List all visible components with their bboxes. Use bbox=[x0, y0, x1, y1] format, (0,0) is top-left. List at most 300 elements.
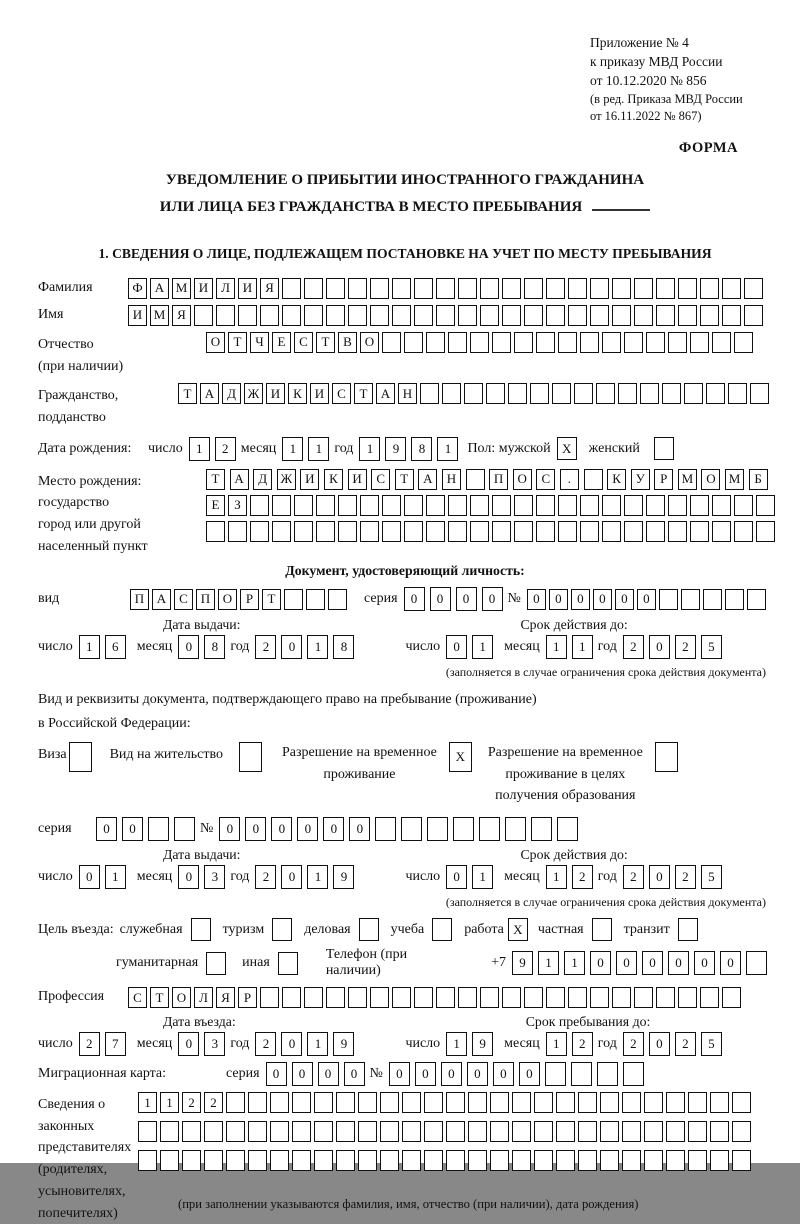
char-box[interactable]: Т bbox=[178, 383, 197, 404]
char-box[interactable] bbox=[404, 332, 423, 353]
char-box[interactable]: 1 bbox=[105, 865, 126, 889]
char-box[interactable]: 2 bbox=[255, 865, 276, 889]
char-box[interactable] bbox=[536, 332, 555, 353]
char-box[interactable] bbox=[392, 305, 411, 326]
char-box[interactable] bbox=[662, 383, 681, 404]
char-box[interactable] bbox=[160, 1150, 179, 1171]
char-box[interactable]: О bbox=[218, 589, 237, 610]
char-box[interactable] bbox=[668, 521, 687, 542]
char-box[interactable] bbox=[380, 1092, 399, 1113]
char-box[interactable] bbox=[314, 1092, 333, 1113]
char-box[interactable] bbox=[556, 1092, 575, 1113]
char-box[interactable] bbox=[260, 987, 279, 1008]
char-box[interactable]: 1 bbox=[546, 1032, 567, 1056]
char-box[interactable] bbox=[734, 521, 753, 542]
char-box[interactable] bbox=[744, 278, 763, 299]
char-box[interactable]: 0 bbox=[245, 817, 266, 841]
char-box[interactable] bbox=[436, 987, 455, 1008]
char-box[interactable] bbox=[304, 278, 323, 299]
char-box[interactable] bbox=[468, 1121, 487, 1142]
char-box[interactable] bbox=[534, 1092, 553, 1113]
char-box[interactable] bbox=[666, 1121, 685, 1142]
char-box[interactable] bbox=[750, 383, 769, 404]
char-box[interactable]: 0 bbox=[349, 817, 370, 841]
char-box[interactable] bbox=[458, 305, 477, 326]
char-box[interactable]: 0 bbox=[281, 1032, 302, 1056]
char-box[interactable] bbox=[370, 987, 389, 1008]
char-box[interactable]: 1 bbox=[472, 865, 493, 889]
char-box[interactable] bbox=[546, 305, 565, 326]
char-box[interactable] bbox=[392, 987, 411, 1008]
char-box[interactable] bbox=[514, 495, 533, 516]
char-box[interactable]: А bbox=[230, 469, 249, 490]
char-box[interactable] bbox=[530, 383, 549, 404]
char-box[interactable]: Ч bbox=[250, 332, 269, 353]
char-box[interactable]: 1 bbox=[307, 635, 328, 659]
char-box[interactable]: 0 bbox=[590, 951, 611, 975]
char-box[interactable]: З bbox=[228, 495, 247, 516]
char-box[interactable]: 2 bbox=[675, 635, 696, 659]
char-box[interactable] bbox=[578, 1150, 597, 1171]
char-box[interactable] bbox=[436, 305, 455, 326]
char-box[interactable]: К bbox=[324, 469, 343, 490]
char-box[interactable] bbox=[734, 495, 753, 516]
char-box[interactable] bbox=[558, 495, 577, 516]
char-box[interactable]: 0 bbox=[441, 1062, 462, 1086]
char-box[interactable]: Ф bbox=[128, 278, 147, 299]
char-box[interactable]: 0 bbox=[616, 951, 637, 975]
char-box[interactable] bbox=[226, 1150, 245, 1171]
char-box[interactable] bbox=[722, 305, 741, 326]
char-box[interactable] bbox=[282, 305, 301, 326]
char-box[interactable] bbox=[348, 305, 367, 326]
purpose-checkbox[interactable]: X bbox=[508, 918, 528, 941]
char-box[interactable] bbox=[282, 987, 301, 1008]
char-box[interactable] bbox=[446, 1092, 465, 1113]
char-box[interactable] bbox=[216, 305, 235, 326]
char-box[interactable] bbox=[508, 383, 527, 404]
char-box[interactable]: 0 bbox=[318, 1062, 339, 1086]
char-box[interactable] bbox=[756, 495, 775, 516]
char-box[interactable] bbox=[370, 278, 389, 299]
char-box[interactable]: М bbox=[725, 469, 744, 490]
char-box[interactable]: Л bbox=[216, 278, 235, 299]
char-box[interactable]: 0 bbox=[344, 1062, 365, 1086]
char-box[interactable] bbox=[294, 521, 313, 542]
char-box[interactable] bbox=[502, 278, 521, 299]
char-box[interactable] bbox=[644, 1150, 663, 1171]
char-box[interactable] bbox=[336, 1121, 355, 1142]
char-box[interactable] bbox=[644, 1121, 663, 1142]
char-box[interactable] bbox=[678, 987, 697, 1008]
char-box[interactable] bbox=[536, 495, 555, 516]
char-box[interactable] bbox=[624, 332, 643, 353]
char-box[interactable] bbox=[531, 817, 552, 841]
char-box[interactable]: М bbox=[150, 305, 169, 326]
char-box[interactable] bbox=[524, 305, 543, 326]
char-box[interactable] bbox=[358, 1150, 377, 1171]
char-box[interactable] bbox=[600, 1150, 619, 1171]
char-box[interactable]: Т bbox=[354, 383, 373, 404]
char-box[interactable] bbox=[596, 383, 615, 404]
char-box[interactable]: 2 bbox=[182, 1092, 201, 1113]
char-box[interactable] bbox=[602, 332, 621, 353]
char-box[interactable]: 0 bbox=[720, 951, 741, 975]
char-box[interactable]: 1 bbox=[308, 437, 329, 461]
char-box[interactable] bbox=[558, 332, 577, 353]
char-box[interactable]: Т bbox=[395, 469, 414, 490]
char-box[interactable]: 2 bbox=[572, 865, 593, 889]
char-box[interactable] bbox=[316, 521, 335, 542]
char-box[interactable] bbox=[602, 495, 621, 516]
char-box[interactable]: 1 bbox=[79, 635, 100, 659]
char-box[interactable] bbox=[448, 521, 467, 542]
char-box[interactable]: 0 bbox=[219, 817, 240, 841]
purpose-checkbox[interactable] bbox=[678, 918, 698, 941]
char-box[interactable]: 0 bbox=[519, 1062, 540, 1086]
char-box[interactable] bbox=[712, 521, 731, 542]
char-box[interactable]: И bbox=[128, 305, 147, 326]
char-box[interactable] bbox=[580, 495, 599, 516]
char-box[interactable] bbox=[174, 817, 195, 841]
char-box[interactable] bbox=[194, 305, 213, 326]
char-box[interactable]: 1 bbox=[189, 437, 210, 461]
char-box[interactable] bbox=[646, 495, 665, 516]
char-box[interactable]: 1 bbox=[572, 635, 593, 659]
char-box[interactable]: Я bbox=[172, 305, 191, 326]
char-box[interactable] bbox=[404, 495, 423, 516]
char-box[interactable]: 2 bbox=[623, 635, 644, 659]
char-box[interactable]: 2 bbox=[675, 1032, 696, 1056]
char-box[interactable]: 5 bbox=[701, 865, 722, 889]
char-box[interactable] bbox=[282, 278, 301, 299]
char-box[interactable] bbox=[270, 1121, 289, 1142]
char-box[interactable] bbox=[480, 987, 499, 1008]
char-box[interactable] bbox=[414, 987, 433, 1008]
char-box[interactable] bbox=[326, 305, 345, 326]
char-box[interactable]: 3 bbox=[204, 1032, 225, 1056]
char-box[interactable]: Т bbox=[228, 332, 247, 353]
char-box[interactable]: 0 bbox=[615, 589, 634, 610]
char-box[interactable] bbox=[568, 305, 587, 326]
char-box[interactable]: 1 bbox=[160, 1092, 179, 1113]
char-box[interactable]: А bbox=[418, 469, 437, 490]
char-box[interactable]: 5 bbox=[701, 635, 722, 659]
char-box[interactable]: 0 bbox=[527, 589, 546, 610]
char-box[interactable] bbox=[590, 987, 609, 1008]
char-box[interactable] bbox=[634, 987, 653, 1008]
char-box[interactable] bbox=[338, 521, 357, 542]
char-box[interactable] bbox=[706, 383, 725, 404]
char-box[interactable] bbox=[466, 469, 485, 490]
char-box[interactable] bbox=[580, 332, 599, 353]
char-box[interactable]: О bbox=[360, 332, 379, 353]
char-box[interactable]: 0 bbox=[178, 865, 199, 889]
char-box[interactable] bbox=[292, 1121, 311, 1142]
char-box[interactable] bbox=[304, 987, 323, 1008]
char-box[interactable] bbox=[514, 521, 533, 542]
char-box[interactable] bbox=[690, 332, 709, 353]
char-box[interactable]: И bbox=[300, 469, 319, 490]
char-box[interactable] bbox=[646, 521, 665, 542]
char-box[interactable] bbox=[545, 1062, 566, 1086]
char-box[interactable]: 7 bbox=[105, 1032, 126, 1056]
char-box[interactable]: 1 bbox=[359, 437, 380, 461]
char-box[interactable]: А bbox=[200, 383, 219, 404]
char-box[interactable] bbox=[426, 521, 445, 542]
char-box[interactable]: И bbox=[348, 469, 367, 490]
char-box[interactable] bbox=[746, 951, 767, 975]
char-box[interactable] bbox=[574, 383, 593, 404]
char-box[interactable] bbox=[666, 1150, 685, 1171]
char-box[interactable]: О bbox=[513, 469, 532, 490]
char-box[interactable] bbox=[182, 1150, 201, 1171]
char-box[interactable]: 0 bbox=[549, 589, 568, 610]
char-box[interactable]: Л bbox=[194, 987, 213, 1008]
char-box[interactable] bbox=[666, 1092, 685, 1113]
char-box[interactable] bbox=[622, 1150, 641, 1171]
char-box[interactable]: 0 bbox=[178, 635, 199, 659]
char-box[interactable] bbox=[612, 305, 631, 326]
char-box[interactable] bbox=[370, 305, 389, 326]
char-box[interactable]: О bbox=[172, 987, 191, 1008]
char-box[interactable] bbox=[248, 1121, 267, 1142]
char-box[interactable] bbox=[681, 589, 700, 610]
char-box[interactable]: 0 bbox=[178, 1032, 199, 1056]
char-box[interactable] bbox=[490, 1092, 509, 1113]
char-box[interactable] bbox=[684, 383, 703, 404]
char-box[interactable]: 9 bbox=[472, 1032, 493, 1056]
char-box[interactable] bbox=[492, 495, 511, 516]
char-box[interactable]: К bbox=[288, 383, 307, 404]
char-box[interactable] bbox=[314, 1150, 333, 1171]
char-box[interactable] bbox=[556, 1121, 575, 1142]
char-box[interactable] bbox=[206, 521, 225, 542]
char-box[interactable] bbox=[401, 817, 422, 841]
char-box[interactable] bbox=[668, 495, 687, 516]
char-box[interactable]: 2 bbox=[675, 865, 696, 889]
char-box[interactable] bbox=[678, 305, 697, 326]
char-box[interactable] bbox=[710, 1092, 729, 1113]
char-box[interactable]: 2 bbox=[204, 1092, 223, 1113]
char-box[interactable]: 0 bbox=[79, 865, 100, 889]
char-box[interactable] bbox=[634, 305, 653, 326]
char-box[interactable] bbox=[578, 1092, 597, 1113]
char-box[interactable] bbox=[580, 521, 599, 542]
char-box[interactable] bbox=[424, 1150, 443, 1171]
char-box[interactable]: 0 bbox=[694, 951, 715, 975]
char-box[interactable] bbox=[624, 495, 643, 516]
char-box[interactable]: Р bbox=[654, 469, 673, 490]
char-box[interactable]: 9 bbox=[512, 951, 533, 975]
char-box[interactable]: С bbox=[332, 383, 351, 404]
char-box[interactable]: Т bbox=[206, 469, 225, 490]
char-box[interactable]: 0 bbox=[668, 951, 689, 975]
char-box[interactable] bbox=[226, 1121, 245, 1142]
char-box[interactable] bbox=[568, 987, 587, 1008]
char-box[interactable] bbox=[420, 383, 439, 404]
char-box[interactable] bbox=[622, 1121, 641, 1142]
char-box[interactable]: И bbox=[238, 278, 257, 299]
char-box[interactable] bbox=[747, 589, 766, 610]
char-box[interactable]: 0 bbox=[649, 865, 670, 889]
char-box[interactable] bbox=[382, 495, 401, 516]
temp-residence-edu-checkbox[interactable] bbox=[655, 742, 678, 772]
char-box[interactable] bbox=[375, 817, 396, 841]
char-box[interactable] bbox=[712, 332, 731, 353]
char-box[interactable] bbox=[272, 495, 291, 516]
char-box[interactable] bbox=[426, 495, 445, 516]
char-box[interactable] bbox=[646, 332, 665, 353]
char-box[interactable] bbox=[600, 1121, 619, 1142]
char-box[interactable] bbox=[622, 1092, 641, 1113]
char-box[interactable] bbox=[426, 332, 445, 353]
char-box[interactable] bbox=[557, 817, 578, 841]
char-box[interactable] bbox=[392, 278, 411, 299]
char-box[interactable]: С bbox=[536, 469, 555, 490]
char-box[interactable] bbox=[618, 383, 637, 404]
char-box[interactable] bbox=[552, 383, 571, 404]
char-box[interactable]: 2 bbox=[255, 635, 276, 659]
char-box[interactable] bbox=[690, 495, 709, 516]
char-box[interactable]: 1 bbox=[472, 635, 493, 659]
char-box[interactable] bbox=[427, 817, 448, 841]
char-box[interactable] bbox=[414, 305, 433, 326]
char-box[interactable] bbox=[414, 278, 433, 299]
char-box[interactable] bbox=[634, 278, 653, 299]
char-box[interactable] bbox=[138, 1150, 157, 1171]
char-box[interactable]: С bbox=[128, 987, 147, 1008]
purpose-checkbox[interactable] bbox=[206, 952, 226, 975]
char-box[interactable]: 0 bbox=[456, 587, 477, 611]
char-box[interactable] bbox=[505, 817, 526, 841]
char-box[interactable]: М bbox=[678, 469, 697, 490]
purpose-checkbox[interactable] bbox=[272, 918, 292, 941]
char-box[interactable] bbox=[502, 305, 521, 326]
char-box[interactable] bbox=[204, 1121, 223, 1142]
char-box[interactable] bbox=[732, 1121, 751, 1142]
char-box[interactable] bbox=[453, 817, 474, 841]
char-box[interactable] bbox=[480, 278, 499, 299]
char-box[interactable] bbox=[700, 305, 719, 326]
char-box[interactable]: П bbox=[489, 469, 508, 490]
char-box[interactable]: Т bbox=[316, 332, 335, 353]
char-box[interactable]: С bbox=[371, 469, 390, 490]
char-box[interactable]: У bbox=[631, 469, 650, 490]
char-box[interactable]: 0 bbox=[467, 1062, 488, 1086]
char-box[interactable]: 5 bbox=[701, 1032, 722, 1056]
char-box[interactable] bbox=[612, 278, 631, 299]
char-box[interactable]: 8 bbox=[204, 635, 225, 659]
visa-checkbox[interactable] bbox=[69, 742, 92, 772]
char-box[interactable] bbox=[272, 521, 291, 542]
char-box[interactable]: 1 bbox=[138, 1092, 157, 1113]
char-box[interactable]: 2 bbox=[623, 1032, 644, 1056]
char-box[interactable]: Е bbox=[272, 332, 291, 353]
sex-female-checkbox[interactable] bbox=[654, 437, 674, 460]
char-box[interactable] bbox=[380, 1150, 399, 1171]
char-box[interactable] bbox=[228, 521, 247, 542]
char-box[interactable] bbox=[690, 521, 709, 542]
char-box[interactable]: Н bbox=[398, 383, 417, 404]
purpose-checkbox[interactable] bbox=[359, 918, 379, 941]
char-box[interactable] bbox=[470, 521, 489, 542]
char-box[interactable] bbox=[248, 1092, 267, 1113]
char-box[interactable] bbox=[458, 278, 477, 299]
char-box[interactable] bbox=[446, 1150, 465, 1171]
char-box[interactable] bbox=[250, 495, 269, 516]
char-box[interactable]: 1 bbox=[307, 1032, 328, 1056]
char-box[interactable]: А bbox=[376, 383, 395, 404]
char-box[interactable]: О bbox=[701, 469, 720, 490]
char-box[interactable] bbox=[326, 278, 345, 299]
char-box[interactable] bbox=[722, 278, 741, 299]
char-box[interactable] bbox=[571, 1062, 592, 1086]
char-box[interactable] bbox=[250, 521, 269, 542]
char-box[interactable]: А bbox=[152, 589, 171, 610]
char-box[interactable] bbox=[382, 521, 401, 542]
char-box[interactable]: И bbox=[266, 383, 285, 404]
char-box[interactable] bbox=[424, 1092, 443, 1113]
char-box[interactable]: М bbox=[172, 278, 191, 299]
char-box[interactable]: Ж bbox=[244, 383, 263, 404]
char-box[interactable] bbox=[424, 1121, 443, 1142]
char-box[interactable] bbox=[468, 1092, 487, 1113]
char-box[interactable]: . bbox=[560, 469, 579, 490]
char-box[interactable] bbox=[382, 332, 401, 353]
char-box[interactable]: О bbox=[206, 332, 225, 353]
char-box[interactable] bbox=[338, 495, 357, 516]
char-box[interactable]: 0 bbox=[297, 817, 318, 841]
char-box[interactable] bbox=[710, 1121, 729, 1142]
char-box[interactable] bbox=[248, 1150, 267, 1171]
char-box[interactable] bbox=[546, 987, 565, 1008]
char-box[interactable]: 0 bbox=[122, 817, 143, 841]
char-box[interactable]: 0 bbox=[271, 817, 292, 841]
char-box[interactable]: Ж bbox=[277, 469, 296, 490]
char-box[interactable] bbox=[514, 332, 533, 353]
char-box[interactable] bbox=[556, 1150, 575, 1171]
char-box[interactable] bbox=[326, 987, 345, 1008]
char-box[interactable] bbox=[668, 332, 687, 353]
char-box[interactable] bbox=[360, 495, 379, 516]
char-box[interactable]: 6 bbox=[105, 635, 126, 659]
char-box[interactable] bbox=[534, 1121, 553, 1142]
char-box[interactable] bbox=[358, 1121, 377, 1142]
char-box[interactable] bbox=[584, 469, 603, 490]
char-box[interactable] bbox=[402, 1121, 421, 1142]
char-box[interactable] bbox=[700, 987, 719, 1008]
char-box[interactable] bbox=[306, 589, 325, 610]
char-box[interactable]: 2 bbox=[255, 1032, 276, 1056]
purpose-checkbox[interactable] bbox=[592, 918, 612, 941]
char-box[interactable] bbox=[490, 1121, 509, 1142]
char-box[interactable] bbox=[446, 1121, 465, 1142]
char-box[interactable] bbox=[336, 1092, 355, 1113]
char-box[interactable] bbox=[492, 332, 511, 353]
char-box[interactable] bbox=[512, 1121, 531, 1142]
char-box[interactable]: И bbox=[310, 383, 329, 404]
char-box[interactable] bbox=[479, 817, 500, 841]
char-box[interactable]: А bbox=[150, 278, 169, 299]
char-box[interactable]: 1 bbox=[564, 951, 585, 975]
char-box[interactable] bbox=[148, 817, 169, 841]
char-box[interactable]: 1 bbox=[538, 951, 559, 975]
char-box[interactable]: В bbox=[338, 332, 357, 353]
char-box[interactable]: Т bbox=[262, 589, 281, 610]
char-box[interactable] bbox=[744, 305, 763, 326]
char-box[interactable] bbox=[546, 278, 565, 299]
